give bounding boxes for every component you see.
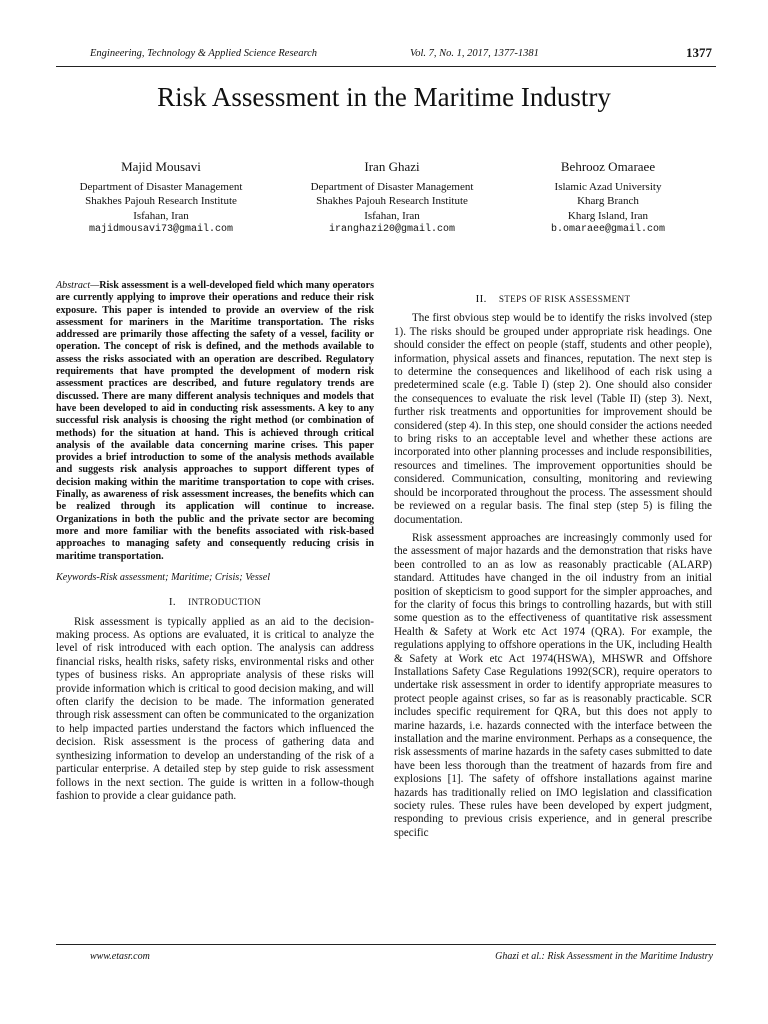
page-number: 1377 (686, 45, 712, 60)
intro-paragraph: Risk assessment is typically applied as an aid to the decision-making process. As options are evaluated, it is critical to analyze the level of risk introduced with each option. The analysis can address financial risks, health risks, safety risks, environmental risks and other types of business risks. An appropriate analysis of these risks will provide information which is critical to good decision making, and will often clarify the decision to be made. The information generated through risk assessment can often be communicated to the organization to help impacted parties understand the factors which influenced the decision. Risk assessment is the process of gathering data and synthesizing information to develop an understanding of the risk of a particular enterprise. A detailed step by step guide to risk assessment follows in the next section. The guide is written in a follow-though fashion to provide a clear guidance path. (56, 615, 374, 802)
author-location: Isfahan, Iran (364, 209, 420, 222)
author-email: b.omaraee@gmail.com (550, 223, 666, 235)
author-name: Iran Ghazi (364, 159, 420, 174)
author-location: Isfahan, Iran (133, 209, 189, 222)
footer-url: www.etasr.com (90, 951, 150, 962)
steps-paragraph-1: The first obvious step would be to identify the risks involved (step 1). The risks should be grouped under appropriate risk headings. One should consider the effect on people (staff, students and other people), information, physical assets and finances, reputation. The next step is to determine the consequences and likelihood of each risk using a predetermined scale (e.g. Table I) (step 2). One should also consider the consequences to evaluate the risk level (Table II) (step 3). Next, further risk treatments and opportunities for improvement should be considered (step 4). In this step, one should consider the actions needed to bring risks to an acceptable level and whether these actions are incorporated into other planning processes and include responsibilities, resources and timelines. The improvement opportunities should be considered. Communication, consulting, monitoring and reviewing should be incorporated throughout the process. The assessment should be reviewed on a regular basis. The final step (step 5) is filing the documentation. (394, 312, 712, 526)
author-email: majidmousavi73@gmail.com (88, 223, 234, 235)
left-column (56, 280, 374, 808)
abstract-text: Risk assessment is a well-developed field which many operators are currently applying to improve their operations and reduce their risk exposure. This paper is intended to provide an overview of the risk assessment for mariners in the Maritime transportation. The risks addressed are primarily those affecting the safety of a vessel, facility or operation. The concept of risk is defined, and the methods available to assess the risks associated with an operation are described. Regulatory requirements that have prompted the development of modern risk assessment practices are described, and future regulatory trends are discussed. There are many different analysis techniques and models that have been developed to aid in conducting risk assessments. A key to any successful risk analysis is choosing the right method (or combination of methods) for the situation at hand. This is achieved through critical analysis of the available data concerning marine crises. This paper provides a brief introduction to some of the analysis methods available and suggests risk analysis approaches to support different types of decision making within the maritime transportation to cope with crises. Finally, as awareness of risk assessment increases, the benefits which can be realized through its application will continue to increase. Organizations in both the public and the private sector are becoming more and more familiar with the benefits associated with risk-based approaches to managing safety and consequently reducing crisis in maritime transportation. (56, 280, 374, 562)
author-block-2 (267, 160, 517, 237)
author-block-3 (483, 160, 733, 237)
footer-citation: Ghazi et al.: Risk Assessment in the Maritime Industry (495, 951, 713, 962)
journal-name: Engineering, Technology & Applied Science Research (90, 48, 318, 59)
section-number: I. (168, 596, 176, 609)
abstract-label: Abstract— (56, 280, 100, 291)
header-rule (56, 66, 716, 67)
steps-paragraph-2: Risk assessment approaches are increasingly commonly used for the assessment of major hazards and the demonstration that risks have been controlled to an as low as reasonably practicable (ALARP) standard. Attitudes have changed in the oil industry from an initial position of skepticism to good support for the simpler approaches, and for the clarity of focus this brings to controlling hazards, but with still some question as to the effectiveness of quantitative risk assessment Health & Safety at Work etc Act 1974 (QRA). For example, the regulations applying to offshore operations in the UK, including Health & Safety at Work etc Act 1974(HSWA), MHSWR and Offshore Installations Safety Case Regulations 1992(SCR), require operators to undertake risk assessment in order to identify appropriate measures to protect people against crises, so far as is reasonably practicable. SCR includes specific requirement for QRA, but this does not apply to marine hazards, i.e. hazards connected with the interface between the installation and the marine environment. Perhaps as a consequence, the risk assessments of marine hazards in the safety cases submitted to date have been less thorough than the treatment of hazards from fire and explosions [1]. The safety of offshore installations against marine hazards has traditionally relied on IMO legislation and classification society rules. These rules have been developed by expert judgment, responding to previous crisis experience, and in general prescribe specific (394, 531, 712, 839)
author-email: iranghazi20@gmail.com (328, 223, 456, 235)
running-header (56, 45, 716, 67)
section-heading-introduction (56, 596, 374, 609)
author-block-1 (36, 160, 286, 237)
paper-title: Risk Assessment in the Maritime Industry (157, 82, 611, 112)
section-title: STEPS OF RISK ASSESSMENT (498, 294, 631, 304)
volume-info: Vol. 7, No. 1, 2017, 1377-1381 (410, 48, 539, 59)
section-number: II. (475, 293, 487, 305)
section-heading-steps (394, 293, 712, 306)
author-institute: Shakhes Pajouh Research Institute (316, 195, 468, 208)
section-title: INTRODUCTION (188, 597, 262, 608)
author-department: Department of Disaster Management (310, 181, 474, 194)
author-institute: Kharg Branch (577, 195, 639, 208)
abstract (56, 280, 374, 563)
footer-rule (56, 944, 716, 945)
author-department: Islamic Azad University (554, 181, 662, 194)
author-name: Majid Mousavi (121, 159, 201, 174)
author-name: Behrooz Omaraee (560, 159, 656, 174)
keywords: Keywords-Risk assessment; Maritime; Crisis; Vessel (56, 571, 271, 583)
right-column (394, 293, 712, 845)
author-department: Department of Disaster Management (79, 181, 243, 194)
author-institute: Shakhes Pajouh Research Institute (85, 195, 237, 208)
author-location: Kharg Island, Iran (567, 209, 649, 222)
